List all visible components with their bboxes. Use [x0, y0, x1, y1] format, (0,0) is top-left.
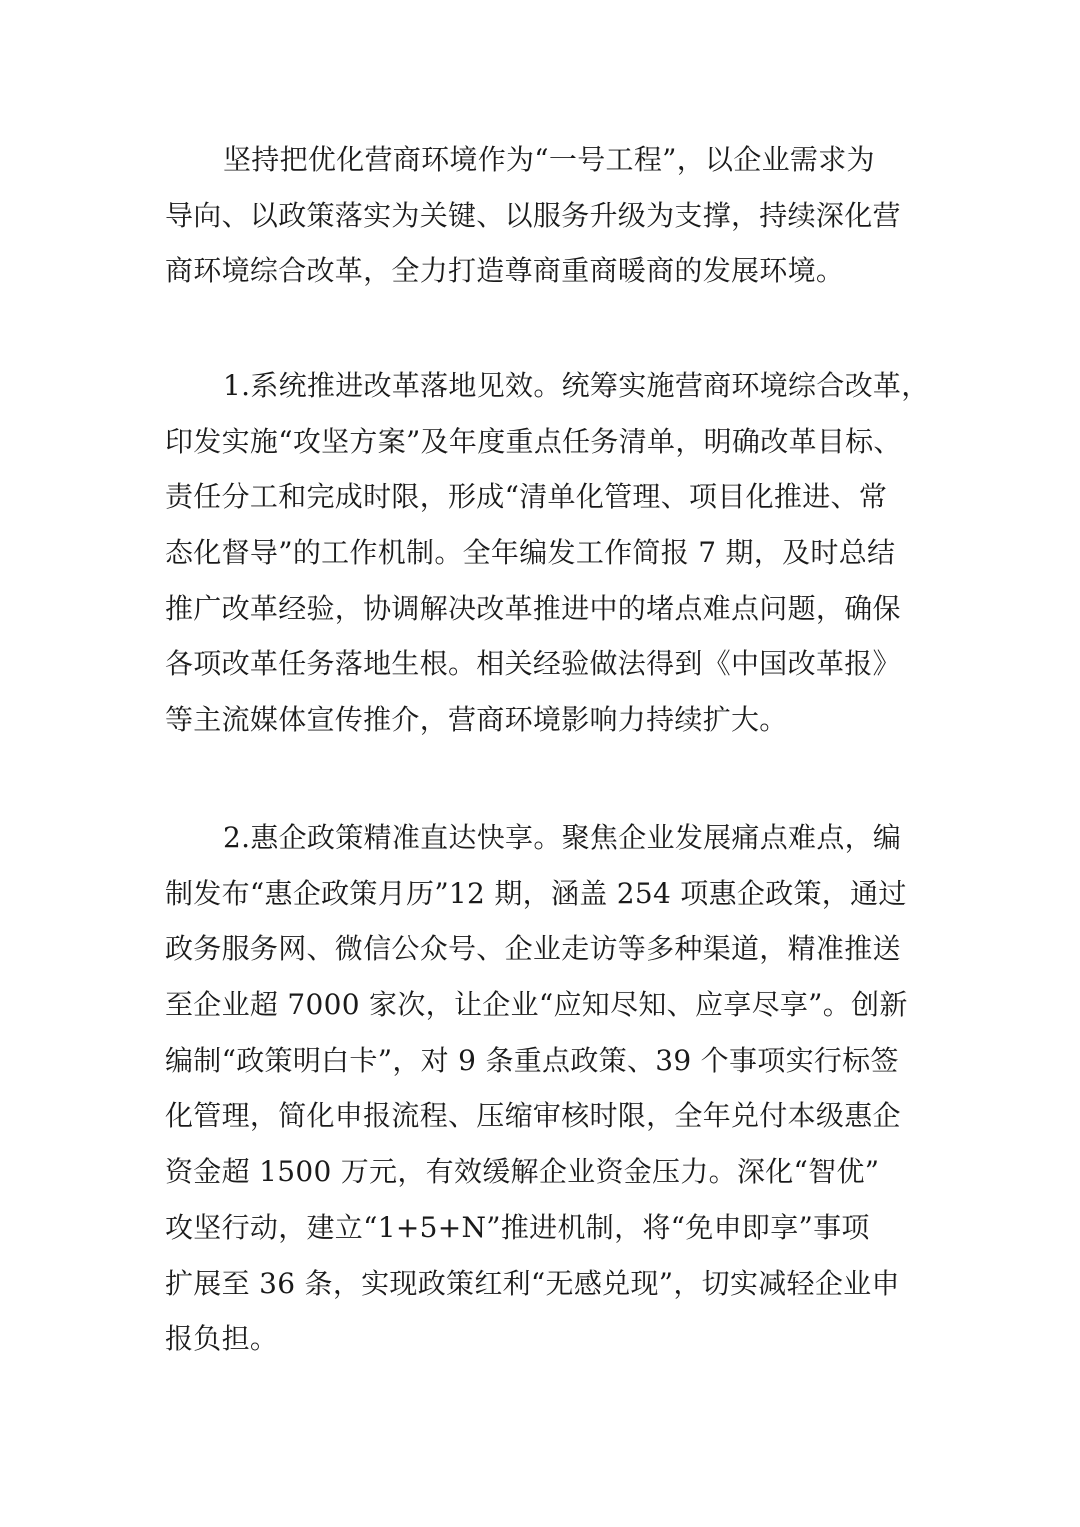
paragraph-line: 攻坚行动，建立“1+5+N”推进机制，将“免申即享”事项: [165, 1210, 870, 1244]
paragraph-line: 报负担。: [165, 1322, 279, 1356]
paragraph-line: 坚持把优化营商环境作为“一号工程”，以企业需求为: [223, 143, 875, 176]
paragraph-policy: [165, 810, 925, 1367]
paragraph-line: 印发实施“攻坚方案”及年度重点任务清单，明确改革目标、: [165, 424, 902, 458]
paragraph-line: 各项改革任务落地生根。相关经验做法得到《中国改革报》: [165, 647, 901, 681]
paragraph-line: 商环境综合改革，全力打造尊商重商暖商的发展环境。: [165, 254, 845, 288]
paragraph-line: 2.惠企政策精准直达快享。聚焦企业发展痛点难点，编: [223, 821, 902, 854]
paragraph-line: 资金超 1500 万元，有效缓解企业资金压力。深化“智优”: [165, 1155, 880, 1189]
paragraph-line: 责任分工和完成时限，形成“清单化管理、项目化推进、常: [165, 480, 888, 514]
paragraph-line: 态化督导”的工作机制。全年编发工作简报 7 期，及时总结: [165, 536, 896, 570]
paragraph-line: 化管理，简化申报流程、压缩审核时限，全年兑付本级惠企: [165, 1099, 901, 1133]
paragraph-line: 等主流媒体宣传推介，营商环境影响力持续扩大。: [165, 703, 788, 737]
paragraph-line: 扩展至 36 条，实现政策红利“无感兑现”，切实减轻企业申: [165, 1266, 900, 1300]
paragraph-reform: [165, 358, 930, 748]
paragraph-line: 导向、以政策落实为关键、以服务升级为支撑，持续深化营: [165, 198, 901, 232]
paragraph-intro: [165, 132, 925, 299]
paragraph-line: 至企业超 7000 家次，让企业“应知尽知、应享尽享”。创新: [165, 988, 908, 1022]
paragraph-line: 制发布“惠企政策月历”12 期，涵盖 254 项惠企政策，通过: [165, 876, 907, 910]
paragraph-line: 政务服务网、微信公众号、企业走访等多种渠道，精准推送: [165, 932, 901, 966]
paragraph-line: 推广改革经验，协调解决改革推进中的堵点难点问题，确保: [165, 591, 901, 625]
paragraph-line: 编制“政策明白卡”，对 9 条重点政策、39 个事项实行标签: [165, 1043, 899, 1077]
paragraph-line: 1.系统推进改革落地见效。统筹实施营商环境综合改革，: [223, 369, 930, 402]
